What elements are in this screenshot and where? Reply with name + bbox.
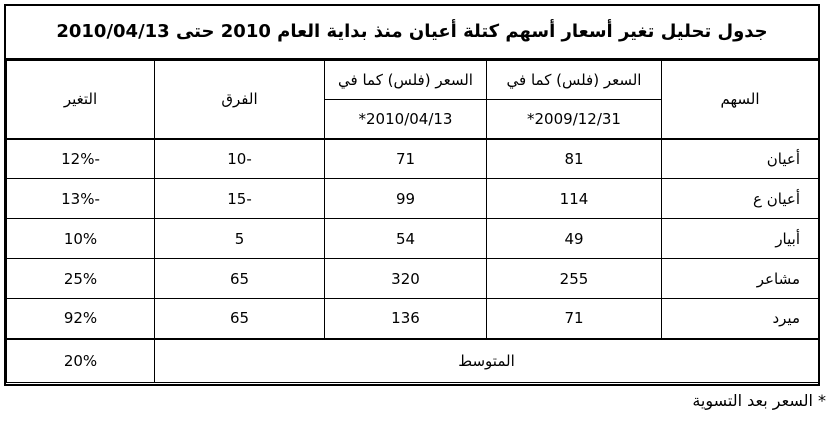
header-difference: الفرق [155, 61, 325, 139]
change: -12% [7, 139, 155, 179]
stock-name: أعيان [662, 139, 819, 179]
header-price-2010-label: السعر (فلس) كما في [325, 61, 487, 100]
price-2009: 114 [487, 179, 662, 219]
price-2009: 49 [487, 219, 662, 259]
header-price-2009-date: 2009/12/31* [487, 100, 662, 139]
price-2009: 255 [487, 259, 662, 299]
stock-name: أبيار [662, 219, 819, 259]
price-2010: 71 [325, 139, 487, 179]
table-row [7, 219, 819, 259]
difference: -15 [155, 179, 325, 219]
header-price-2009-label: السعر (فلس) كما في [487, 61, 662, 100]
difference: 65 [155, 299, 325, 339]
price-2010: 320 [325, 259, 487, 299]
price-2010: 136 [325, 299, 487, 339]
stock-name: ميرد [662, 299, 819, 339]
difference: -10 [155, 139, 325, 179]
change: -13% [7, 179, 155, 219]
difference: 65 [155, 259, 325, 299]
header-stock: السهم [662, 61, 819, 139]
header-change: التغير [7, 61, 155, 139]
price-2010: 54 [325, 219, 487, 259]
stock-name: أعيان ع [662, 179, 819, 219]
table-row [7, 259, 819, 299]
average-value: 20% [7, 339, 155, 383]
price-2010: 99 [325, 179, 487, 219]
footnote: * السعر بعد التسوية [692, 391, 826, 410]
price-2009: 81 [487, 139, 662, 179]
table-row [7, 299, 819, 339]
table-row [7, 139, 819, 179]
change: 25% [7, 259, 155, 299]
change: 10% [7, 219, 155, 259]
change: 92% [7, 299, 155, 339]
page-title: جدول تحليل تغير أسعار أسهم كتلة أعيان منذ بداية العام 2010 حتى 2010/04/13 [4, 4, 820, 60]
header-price-2010-date: 2010/04/13* [325, 100, 487, 139]
average-label: المتوسط [155, 339, 819, 383]
stock-name: مشاعر [662, 259, 819, 299]
price-2009: 71 [487, 299, 662, 339]
price-table [6, 60, 819, 383]
table-row [7, 179, 819, 219]
difference: 5 [155, 219, 325, 259]
average-row [7, 339, 819, 383]
header-row [7, 61, 819, 100]
